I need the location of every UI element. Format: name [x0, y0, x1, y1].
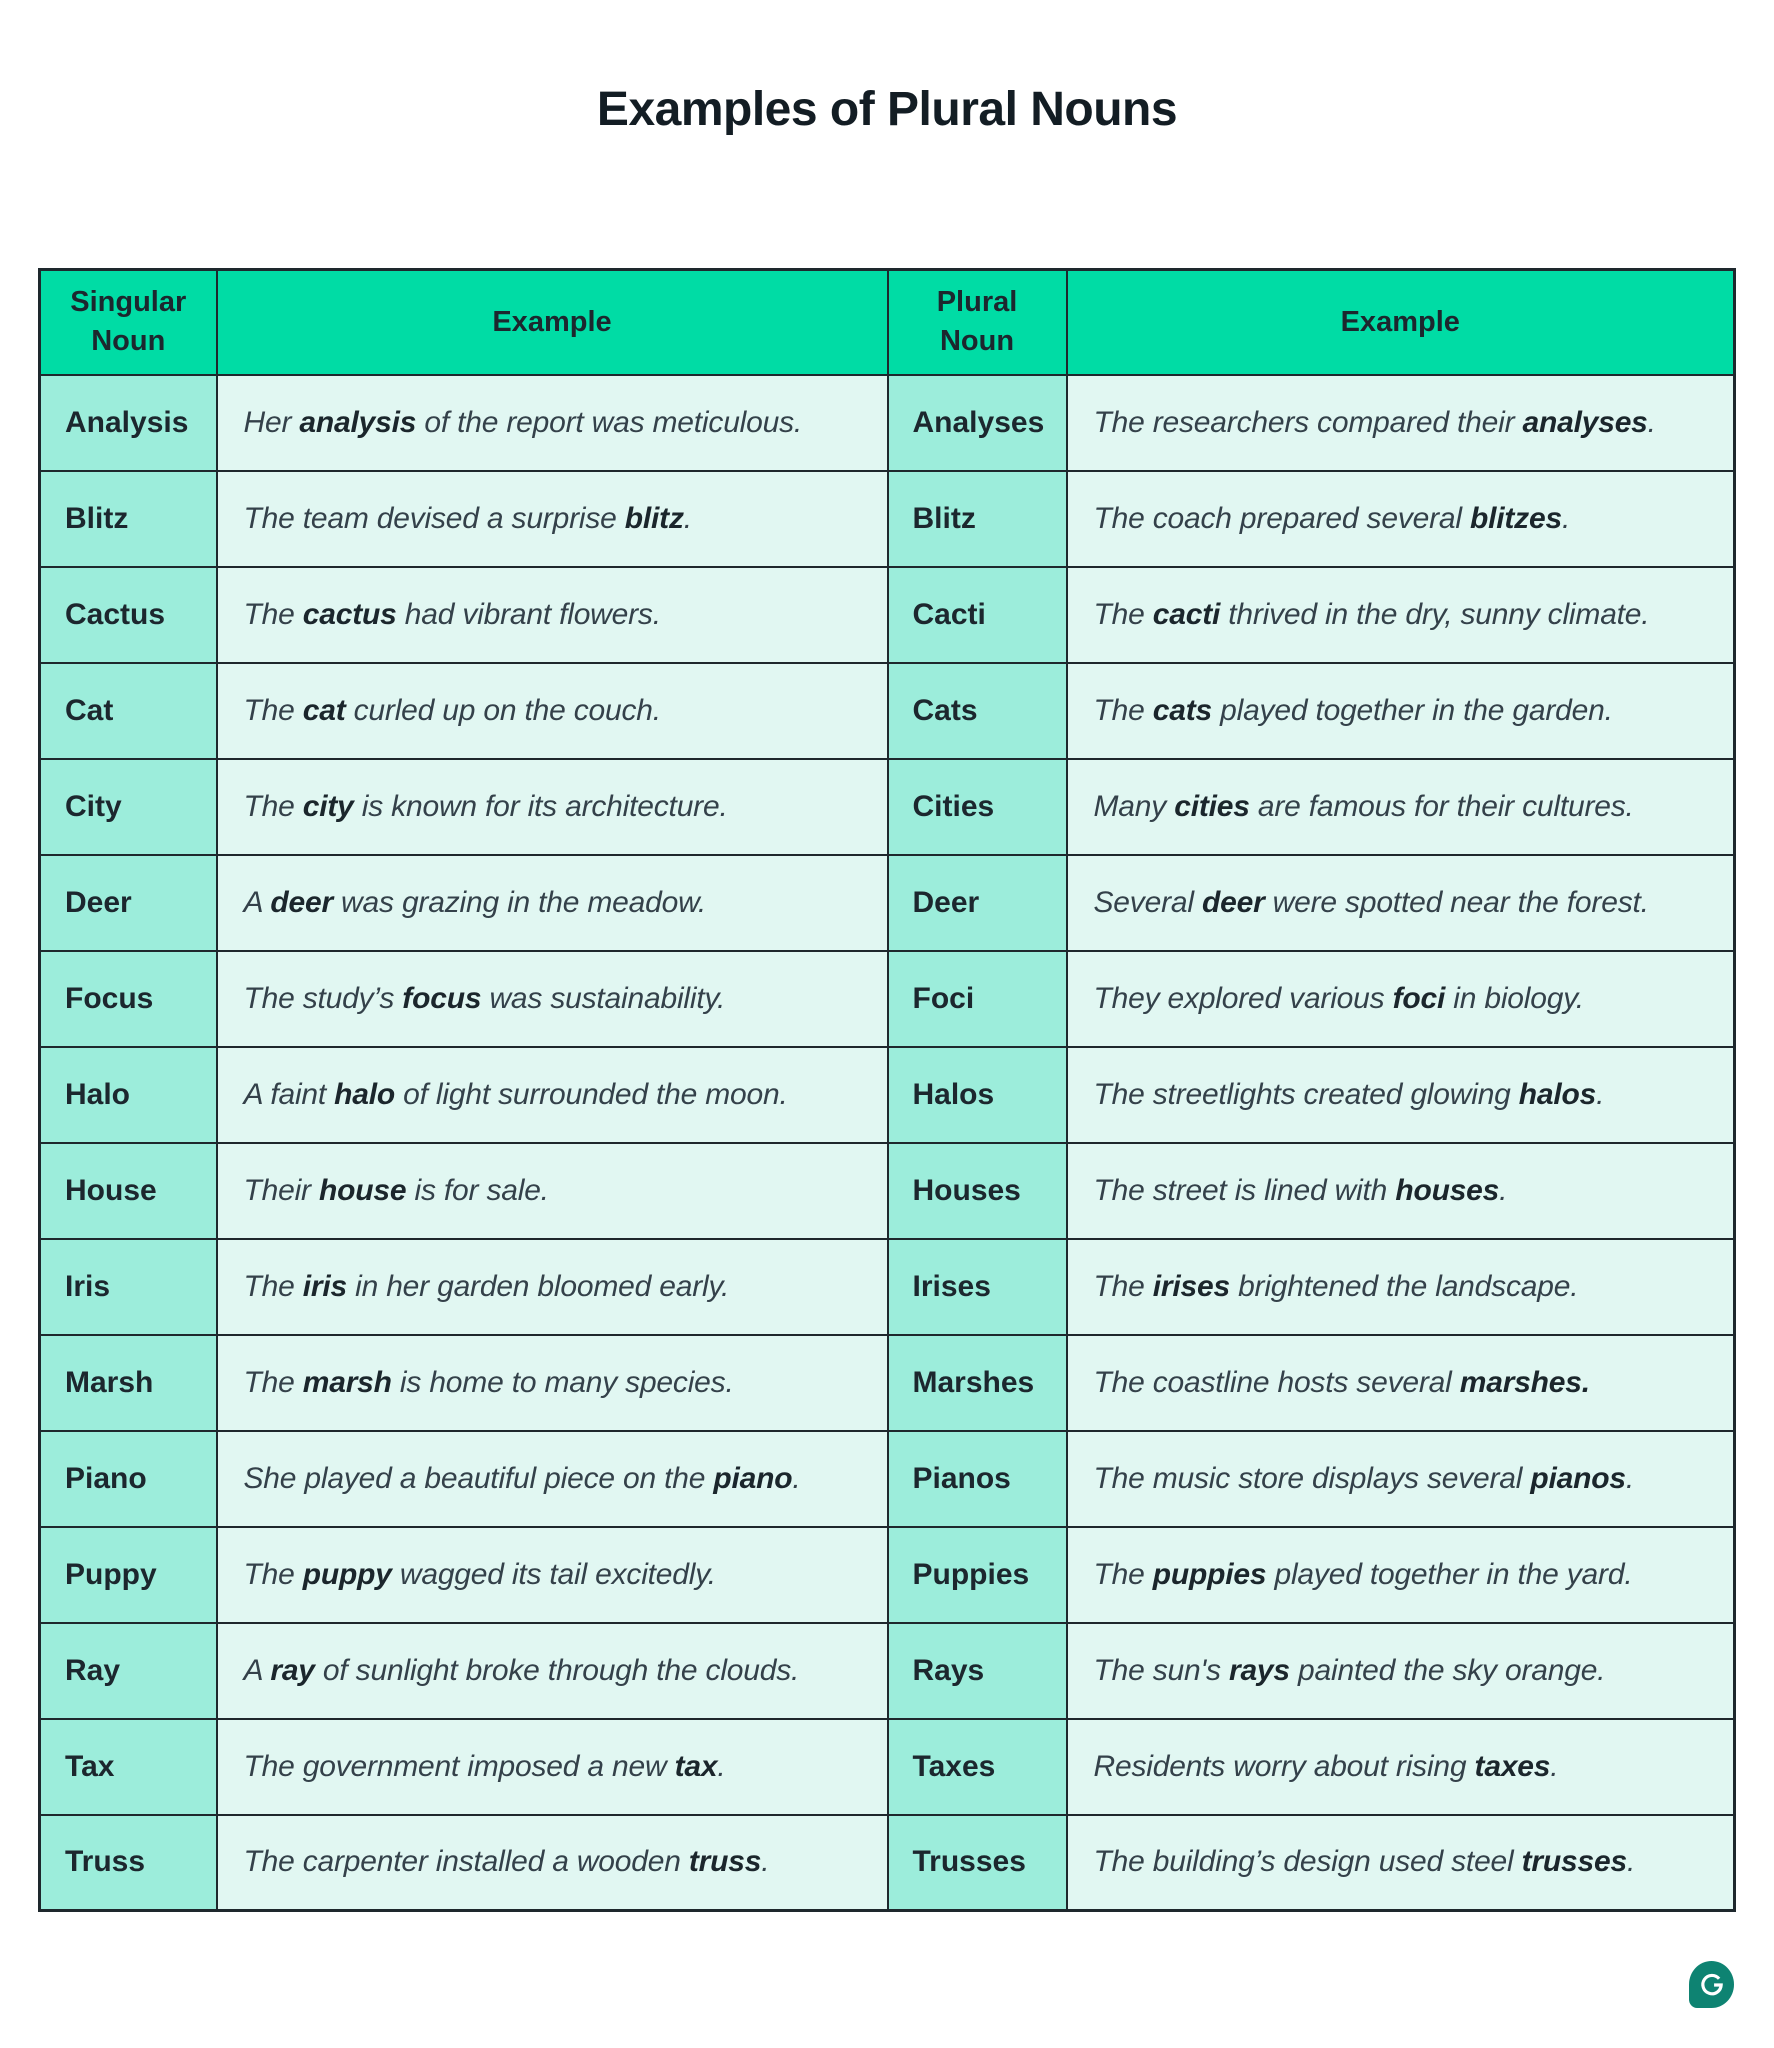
example-bold-noun: rays [1228, 1653, 1290, 1687]
plural-noun-cell: Cities [888, 759, 1067, 855]
plural-noun-cell: Trusses [888, 1815, 1067, 1911]
plural-noun-cell: Foci [888, 951, 1067, 1047]
example-text: The coastline hosts several [1093, 1365, 1460, 1399]
singular-example-cell [217, 1527, 888, 1623]
example-bold-noun: piano [713, 1461, 793, 1495]
example-bold-noun: puppy [302, 1557, 392, 1591]
example-bold-noun: halo [334, 1077, 396, 1111]
singular-example-cell [217, 759, 888, 855]
example-text: The carpenter installed a wooden [243, 1845, 689, 1879]
singular-example-cell [217, 951, 888, 1047]
example-text: Several [1093, 885, 1202, 919]
plural-noun-cell: Taxes [888, 1719, 1067, 1815]
singular-noun-cell: Blitz [40, 471, 217, 567]
page-title: Examples of Plural Nouns [596, 83, 1178, 136]
example-text: . [1499, 1173, 1508, 1207]
singular-example-cell [217, 1143, 888, 1239]
singular-noun-cell: Iris [40, 1239, 217, 1335]
example-bold-noun: houses [1395, 1173, 1500, 1207]
plural-example-cell [1067, 471, 1735, 567]
example-bold-noun: analysis [299, 405, 417, 439]
example-text: brightened the landscape. [1229, 1269, 1579, 1303]
table-row [40, 663, 1735, 759]
plural-noun-cell: Deer [888, 855, 1067, 951]
table-row [40, 1815, 1735, 1911]
singular-example-cell [217, 1719, 888, 1815]
example-text: The sun's [1093, 1653, 1229, 1687]
example-text: A [243, 1653, 271, 1687]
plural-example-cell [1067, 1719, 1735, 1815]
example-bold-noun: focus [402, 981, 482, 1015]
example-text: . [792, 1461, 801, 1495]
example-text: in her garden bloomed early. [346, 1269, 730, 1303]
example-bold-noun: halos [1518, 1077, 1597, 1111]
singular-example-cell [217, 375, 888, 471]
example-text: played together in the garden. [1211, 693, 1613, 727]
singular-example-cell [217, 855, 888, 951]
plural-example-cell [1067, 1527, 1735, 1623]
example-text: She played a beautiful piece on the [243, 1461, 714, 1495]
example-text: They explored various [1093, 981, 1393, 1015]
example-text: The researchers compared their [1093, 405, 1523, 439]
table-row [40, 1047, 1735, 1143]
example-text: curled up on the couch. [345, 693, 661, 727]
table-row [40, 471, 1735, 567]
table-body [40, 375, 1735, 1911]
example-text: The building’s design used steel [1093, 1845, 1522, 1879]
singular-noun-cell: House [40, 1143, 217, 1239]
example-text: The streetlights created glowing [1093, 1077, 1519, 1111]
example-bold-noun: trusses [1521, 1845, 1627, 1879]
example-text: The [1093, 693, 1153, 727]
plural-noun-cell: Puppies [888, 1527, 1067, 1623]
table-row [40, 1143, 1735, 1239]
example-bold-noun: ray [270, 1653, 315, 1687]
singular-example-cell [217, 1047, 888, 1143]
plural-noun-cell: Rays [888, 1623, 1067, 1719]
example-text: of light surrounded the moon. [395, 1077, 788, 1111]
plural-nouns-table [38, 268, 1736, 1912]
singular-noun-cell: Deer [40, 855, 217, 951]
example-text: . [1550, 1749, 1559, 1783]
example-text: The coach prepared several [1093, 501, 1470, 535]
example-text: The music store displays several [1093, 1461, 1531, 1495]
example-bold-noun: deer [1201, 885, 1265, 919]
table-row [40, 567, 1735, 663]
example-bold-noun: house [319, 1173, 407, 1207]
table-row [40, 1431, 1735, 1527]
example-bold-noun: truss [688, 1845, 762, 1879]
example-text: were spotted near the forest. [1264, 885, 1649, 919]
example-bold-noun: taxes [1474, 1749, 1551, 1783]
example-text: Their [243, 1173, 319, 1207]
example-bold-noun: cacti [1152, 597, 1221, 631]
singular-noun-cell: City [40, 759, 217, 855]
example-text: played together in the yard. [1266, 1557, 1633, 1591]
example-text: . [717, 1749, 726, 1783]
example-text: The [243, 789, 303, 823]
example-text: The [243, 1557, 303, 1591]
example-bold-noun: cities [1174, 789, 1250, 823]
example-text: . [1625, 1461, 1635, 1495]
table-row [40, 1527, 1735, 1623]
plural-noun-cell: Blitz [888, 471, 1067, 567]
example-text: . [683, 501, 692, 535]
example-text: The study’s [243, 981, 403, 1015]
plural-example-cell [1067, 759, 1735, 855]
example-text: is home to many species. [391, 1365, 734, 1399]
plural-example-cell [1067, 567, 1735, 663]
example-text: of sunlight broke through the clouds. [314, 1653, 800, 1687]
example-text: The [243, 1269, 303, 1303]
plural-example-cell [1067, 951, 1735, 1047]
table-row [40, 375, 1735, 471]
singular-noun-cell: Piano [40, 1431, 217, 1527]
example-text: . [1561, 501, 1571, 535]
example-bold-noun: analyses [1522, 405, 1648, 439]
example-bold-noun: cats [1152, 693, 1212, 727]
example-text: The government imposed a new [243, 1749, 675, 1783]
singular-noun-cell: Tax [40, 1719, 217, 1815]
example-text: The [1093, 1557, 1153, 1591]
singular-noun-cell: Focus [40, 951, 217, 1047]
singular-example-cell [217, 1335, 888, 1431]
table-row [40, 1623, 1735, 1719]
example-text: A faint [243, 1077, 335, 1111]
singular-example-cell [217, 1239, 888, 1335]
example-text: had vibrant flowers. [396, 597, 661, 631]
plural-noun-cell: Analyses [888, 375, 1067, 471]
plural-noun-cell: Houses [888, 1143, 1067, 1239]
grammarly-logo [1689, 1961, 1734, 2008]
header-singular-noun: Singular Noun [40, 270, 217, 375]
example-bold-noun: blitz [624, 501, 684, 535]
grammarly-g-icon [1697, 1970, 1727, 2000]
table-header [40, 270, 1735, 375]
singular-noun-cell: Cactus [40, 567, 217, 663]
table-row [40, 759, 1735, 855]
example-text: . [761, 1845, 770, 1879]
header-singular-example: Example [217, 270, 888, 375]
example-text: wagged its tail excitedly. [391, 1557, 716, 1591]
singular-noun-cell: Marsh [40, 1335, 217, 1431]
plural-example-cell [1067, 1623, 1735, 1719]
example-text: is for sale. [406, 1173, 549, 1207]
example-text: The [1093, 597, 1153, 631]
singular-noun-cell: Analysis [40, 375, 217, 471]
example-text: The [1093, 1269, 1153, 1303]
example-text: of the report was meticulous. [416, 405, 803, 439]
example-bold-noun: deer [270, 885, 333, 919]
example-bold-noun: cat [302, 693, 346, 727]
example-text: was grazing in the meadow. [332, 885, 707, 919]
table-row [40, 1239, 1735, 1335]
example-bold-noun: city [302, 789, 354, 823]
example-text: thrived in the dry, sunny climate. [1220, 597, 1650, 631]
singular-example-cell [217, 1431, 888, 1527]
table-row [40, 855, 1735, 951]
table-row [40, 951, 1735, 1047]
plural-noun-cell: Cats [888, 663, 1067, 759]
example-text: was sustainability. [481, 981, 726, 1015]
singular-example-cell [217, 1815, 888, 1911]
example-text: Her [243, 405, 300, 439]
example-text: . [1647, 405, 1656, 439]
example-bold-noun: tax [674, 1749, 718, 1783]
plural-example-cell [1067, 855, 1735, 951]
singular-example-cell [217, 567, 888, 663]
plural-noun-cell: Marshes [888, 1335, 1067, 1431]
singular-example-cell [217, 663, 888, 759]
example-bold-noun: blitzes [1470, 501, 1562, 535]
plural-noun-cell: Pianos [888, 1431, 1067, 1527]
example-bold-noun: pianos [1530, 1461, 1626, 1495]
plural-example-cell [1067, 1047, 1735, 1143]
example-text: painted the sky orange. [1289, 1653, 1606, 1687]
singular-noun-cell: Truss [40, 1815, 217, 1911]
plural-example-cell [1067, 1239, 1735, 1335]
plural-noun-cell: Halos [888, 1047, 1067, 1143]
singular-example-cell [217, 471, 888, 567]
singular-noun-cell: Ray [40, 1623, 217, 1719]
example-text: The [243, 693, 303, 727]
example-text: A [243, 885, 271, 919]
plural-noun-cell: Cacti [888, 567, 1067, 663]
header-row [40, 270, 1735, 375]
example-text: is known for its architecture. [353, 789, 728, 823]
plural-example-cell [1067, 1815, 1735, 1911]
example-text: in biology. [1445, 981, 1584, 1015]
example-bold-noun: irises [1152, 1269, 1230, 1303]
example-text: The [243, 597, 303, 631]
example-bold-noun: iris [302, 1269, 347, 1303]
plural-example-cell [1067, 663, 1735, 759]
example-text: Residents worry about rising [1093, 1749, 1475, 1783]
singular-noun-cell: Halo [40, 1047, 217, 1143]
example-text: The team devised a surprise [243, 501, 625, 535]
example-bold-noun: marsh [302, 1365, 392, 1399]
plural-example-cell [1067, 375, 1735, 471]
example-bold-noun: puppies [1152, 1557, 1267, 1591]
table-row [40, 1719, 1735, 1815]
plural-example-cell [1067, 1431, 1735, 1527]
plural-example-cell [1067, 1143, 1735, 1239]
example-text: . [1596, 1077, 1605, 1111]
header-plural-noun: Plural Noun [888, 270, 1067, 375]
table-row [40, 1335, 1735, 1431]
example-text: are famous for their cultures. [1249, 789, 1634, 823]
example-bold-noun: foci [1392, 981, 1446, 1015]
example-bold-noun: cactus [302, 597, 397, 631]
example-text: . [1626, 1845, 1636, 1879]
plural-noun-cell: Irises [888, 1239, 1067, 1335]
example-text: Many [1093, 789, 1175, 823]
singular-noun-cell: Cat [40, 663, 217, 759]
example-bold-noun: marshes. [1459, 1365, 1590, 1399]
example-text: The street is lined with [1093, 1173, 1396, 1207]
singular-example-cell [217, 1623, 888, 1719]
plural-example-cell [1067, 1335, 1735, 1431]
example-text: The [243, 1365, 303, 1399]
singular-noun-cell: Puppy [40, 1527, 217, 1623]
header-plural-example: Example [1067, 270, 1735, 375]
